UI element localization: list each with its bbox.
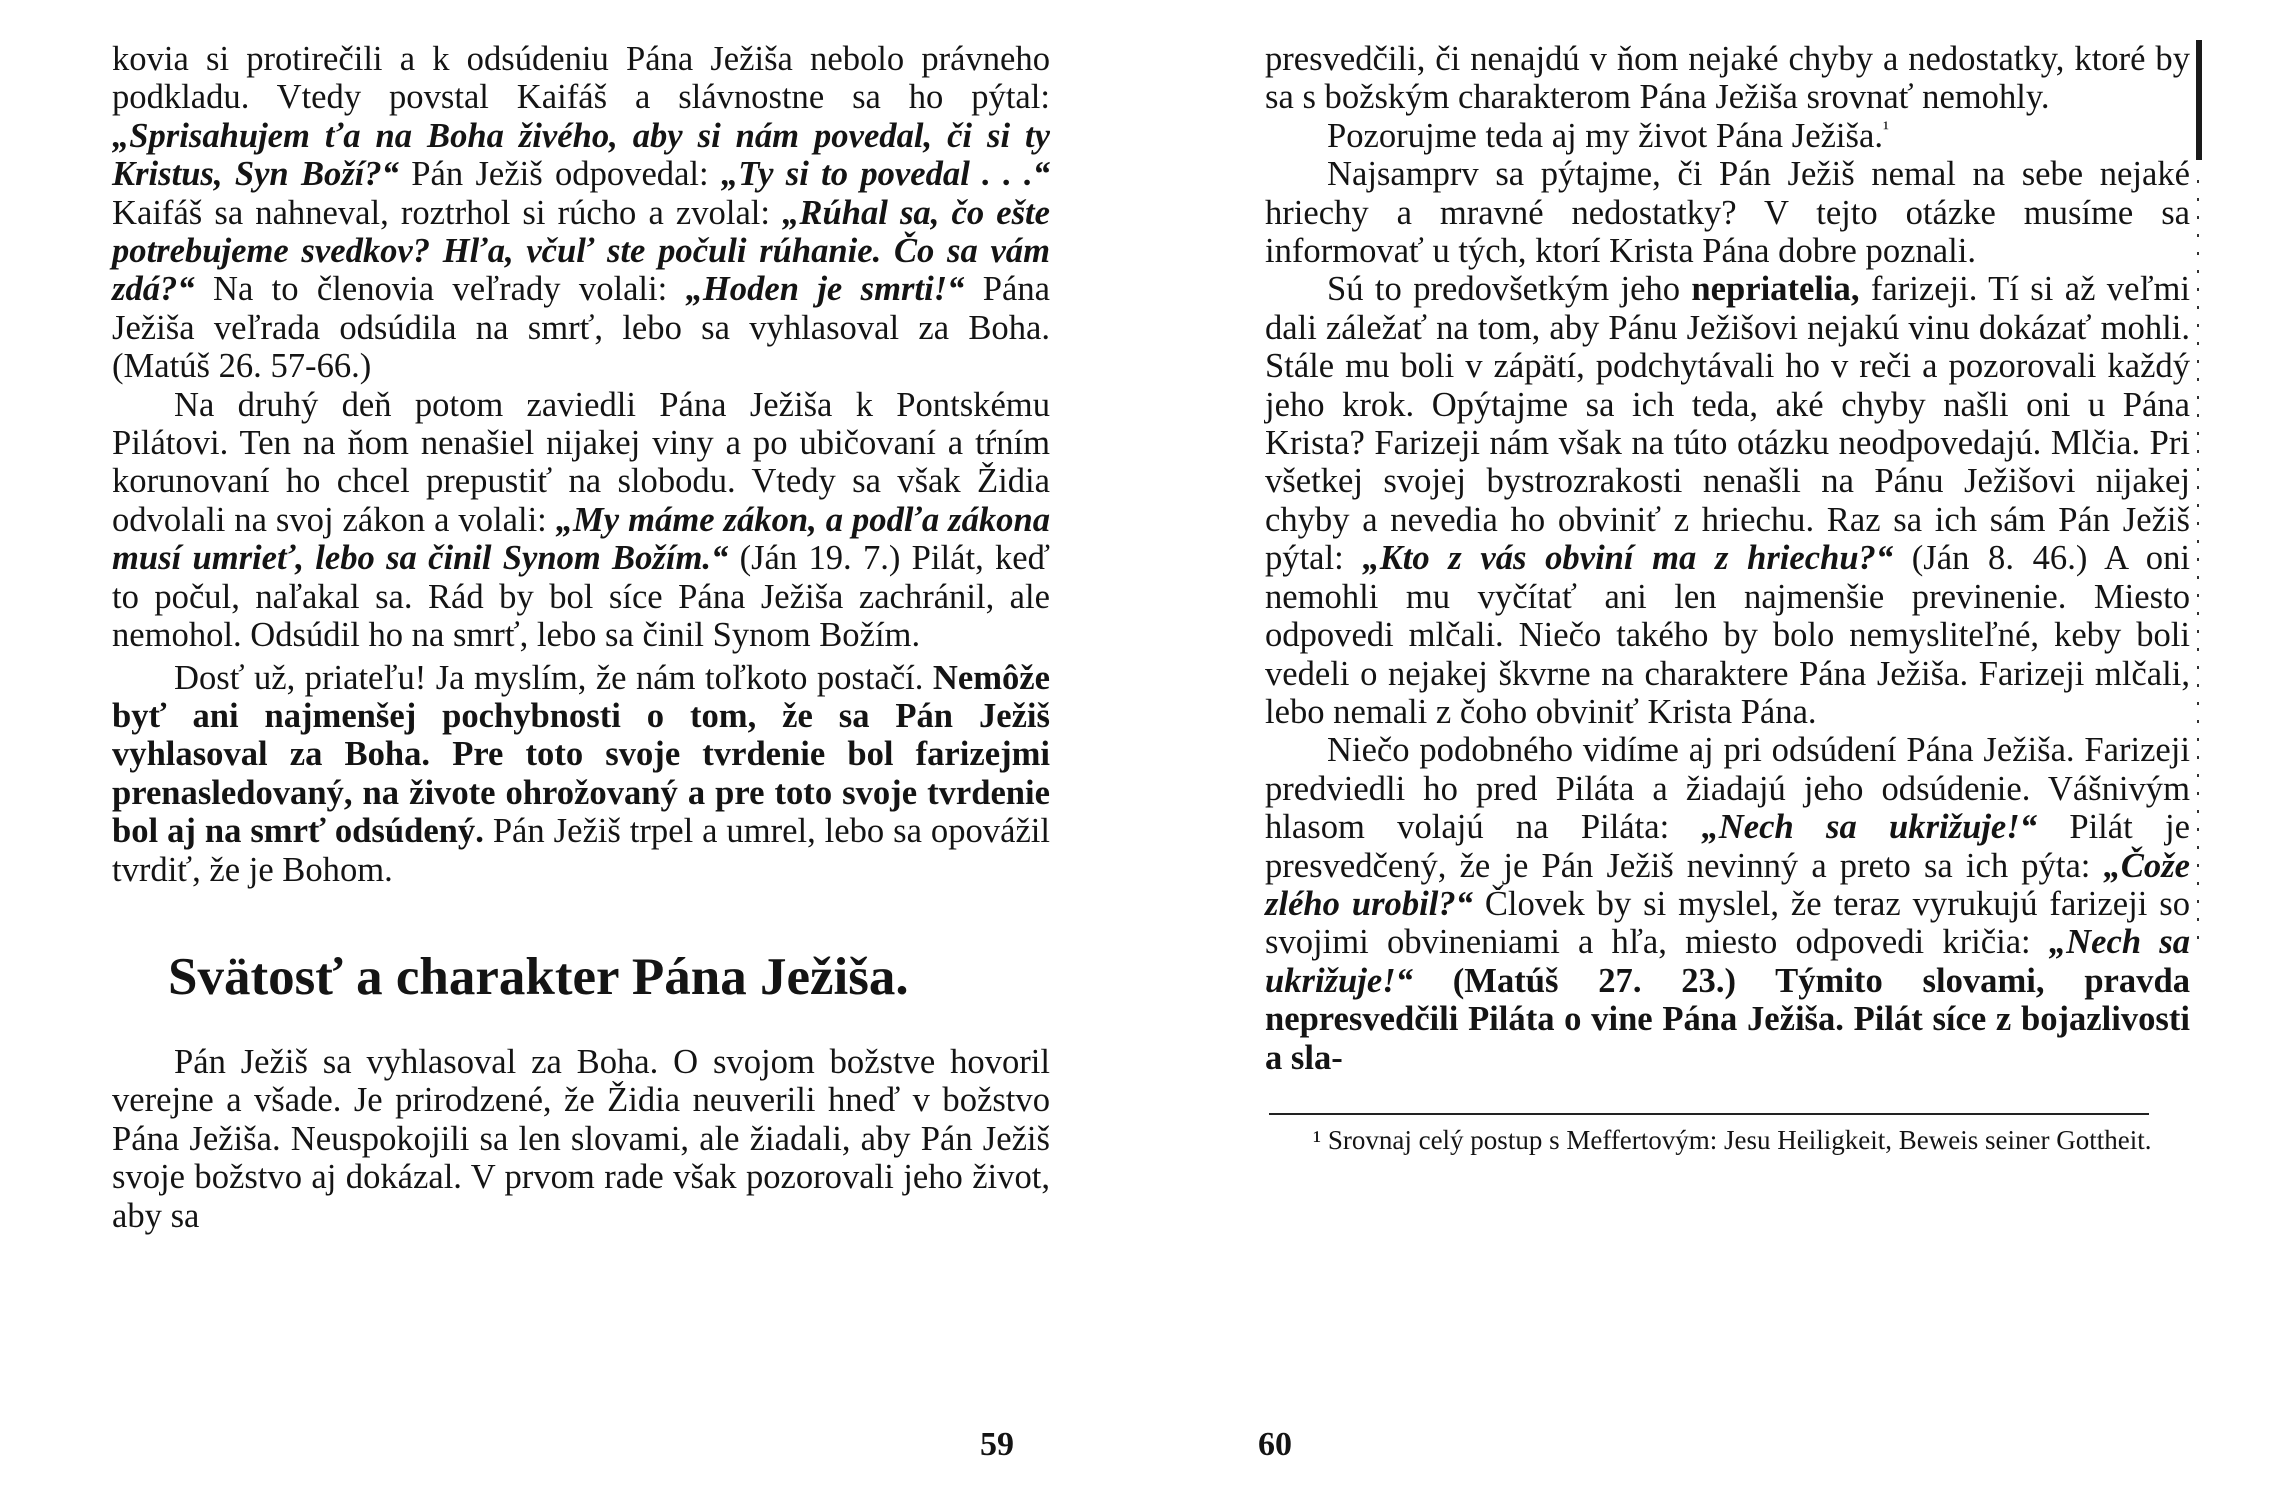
text-run: Na druhý deň potom zaviedli Pána Ježiša k Pontskému Pilátovi. Ten na ňom nenašiel nijakej viny a po ubičovaní a tŕním korunovaní ho chcel prepustiť na slobodu. Vtedy sa však Židia odvolali na svoj zákon a volali: <box>112 385 1050 539</box>
text-run: Pilát je presvedčený, že je Pán Ježiš nevinný a preto sa ich pýta: <box>1265 808 2190 885</box>
right-page <box>1265 40 2190 1157</box>
text-run: farizeji. Tí si až veľmi dali záležať na tom, aby Pánu Ježišovi nejakú vinu dokázať mohli. Stále mu boli v zápätí, podchytávali ho v reči a pozorovali každý jeho krok. Opýtajme sa ich teda, aké chyby našli oni u Pána Krista? Farizeji nám však na túto otázku neodpovedajú. Mlčia. Pri všetkej svojej bystrozrakosti nenašli na Pánu Ježišovi nijakej chyby a nevedia ho obviniť z hriechu. Raz sa ich sám Pán Ježiš pýtal: <box>1265 270 2190 578</box>
left-paragraph-4 <box>112 1043 1050 1235</box>
text-run: (Ján 19. 7.) Pilát, keď to počul, naľakal sa. Rád by bol síce Pána Ježiša zachránil, ale nemohol. Odsúdil ho na smrť, lebo sa činil Synom Božím. <box>112 539 1050 655</box>
left-paragraph-3 <box>112 659 1050 889</box>
text-run: Pán Ježiš trpel a umrel, lebo sa opovážil tvrdiť, že je Bohom. <box>112 812 1050 889</box>
right-paragraph-2 <box>1265 117 2190 155</box>
text-run: Niečo podobného vidíme aj pri odsúdení Pána Ježiša. Farizeji predviedli ho pred Piláta a žiadajú jeho odsúdenie. Vášnivým hlasom volajú na Piláta: <box>1265 731 2190 847</box>
footnote-divider <box>1269 1113 2149 1115</box>
quoted-speech: „Kto z vás obviní ma z hriechu?“ <box>1362 539 1894 578</box>
text-run: Najsamprv sa pýtajme, či Pán Ježiš nemal na sebe nejaké hriechy a mravné nedostatky? V tejto otázke musíme sa informovať u tých, ktorí Krista Pána dobre poznali. <box>1265 155 2190 271</box>
emphasis-text: nepriatelia, <box>1691 270 1860 309</box>
quoted-speech: „Rúhal sa, čo ešte potrebujeme svedkov? Hľa, včuľ ste počuli rúhanie. Čo sa vám zdá?“ <box>112 193 1050 309</box>
text-run <box>1413 962 1453 1000</box>
emphasis-text: Nemôže byť ani najmenšej pochybnosti o tom, že sa Pán Ježiš vyhlasoval za Boha. Pre toto svoje tvrdenie bol farizejmi prenasledovaný, na živote ohrožovaný a pre toto svoje tvrdenie bol aj na smrť odsúdený. <box>112 658 1050 851</box>
footnote: ¹ Srovnaj celý postup s Meffertovým: Jesu Heiligkeit, Beweis seiner Gottheit. <box>1313 1124 2152 1155</box>
right-paragraph-5 <box>1265 731 2190 1077</box>
text-run: Pozorujme teda aj my život Pána Ježiša. <box>1327 116 1883 155</box>
text-run: (Ján 8. 46.) A oni nemohli mu vyčítať ani len najmenšie previnenie. Miesto odpovedi mlčali. Niečo takého by bolo nemysliteľné, keby boli vedeli o nejakej škvrne na charaktere Pána Ježiša. Farizeji mlčali, lebo nemali z čoho obviniť Krista Pána. <box>1265 539 2190 731</box>
text-run: Pán Ježiš sa vyhlasoval za Boha. O svojom božstve hovoril verejne a všade. Je prirodzené, že Židia neuverili hneď v božstvo Pána Ježiša. Neuspokojili sa len slovami, ale žiadali, aby Pán Ježiš svoje božstvo aj dokázal. V prvom rade však pozorovali jeho život, aby sa <box>112 1042 1050 1235</box>
footnote-marker: ¹ <box>1882 117 1889 140</box>
text-run: presvedčili, či nenajdú v ňom nejaké chyby a nedostatky, ktoré by sa s božským charakterom Pána Ježiša srovnať nemohly. <box>1265 40 2190 117</box>
page-number-right: 60 <box>1258 1426 1292 1463</box>
text-run: Na to členovia veľrady volali: <box>194 270 686 309</box>
quoted-speech: „My máme zákon, a podľa zákona musí umrieť, lebo sa činil Synom Božím.“ <box>112 500 1050 578</box>
text-run: Pán Ježiš odpovedal: <box>398 155 721 194</box>
left-paragraph-1 <box>112 40 1050 386</box>
scan-edge-dots <box>2197 180 2199 940</box>
right-paragraph-3 <box>1265 155 2190 270</box>
text-run: Sú to predovšetkým jeho <box>1327 270 1692 309</box>
left-page <box>112 40 1050 1235</box>
text-run: Dosť už, priateľu! Ja myslím, že nám toľkoto postačí. <box>174 658 933 697</box>
quoted-speech: „Hoden je smrti!“ <box>685 270 965 309</box>
quoted-speech: „Čože zlého urobil?“ <box>1265 846 2190 923</box>
text-run: Pána Ježiša veľrada odsúdila na smrť, lebo sa vyhlasoval za Boha. (Matúš 26. 57-66.) <box>112 270 1050 386</box>
text-run: kovia si protirečili a k odsúdeniu Pána Ježiša nebolo právneho podkladu. Vtedy povstal Kaifáš a slávnostne sa ho pýtal: <box>112 40 1050 117</box>
section-heading: Svätosť a charakter Pána Ježiša. <box>168 947 909 1006</box>
scan-edge-shadow <box>2196 40 2202 160</box>
quoted-speech: „Nech sa ukrižuje!“ <box>1265 923 2191 1000</box>
quoted-speech: „Nech sa ukrižuje!“ <box>1701 808 2038 847</box>
page-number-left: 59 <box>980 1426 1014 1463</box>
emphasis-text: (Matúš 27. 23.) Týmito slovami, pravda nepresvedčili Piláta o vine Pána Ježiša. Pilát síce z bojazlivosti a sla- <box>1265 961 2190 1077</box>
right-paragraph-4 <box>1265 270 2190 731</box>
quoted-speech: „Ty si to povedal . . .“ <box>720 155 1050 194</box>
right-paragraph-1 <box>1265 40 2190 117</box>
quoted-speech: „Sprisahujem ťa na Boha živého, aby si nám povedal, či si ty Kristus, Syn Boží?“ <box>112 116 1050 194</box>
text-run: Človek by si myslel, že teraz vyrukujú farizeji so svojimi obvineniami a hľa, miesto odpovedi kričia: <box>1265 884 2190 962</box>
text-run: Kaifáš sa nahneval, roztrhol si rúcho a zvolal: <box>112 193 783 232</box>
left-paragraph-2 <box>112 386 1050 655</box>
